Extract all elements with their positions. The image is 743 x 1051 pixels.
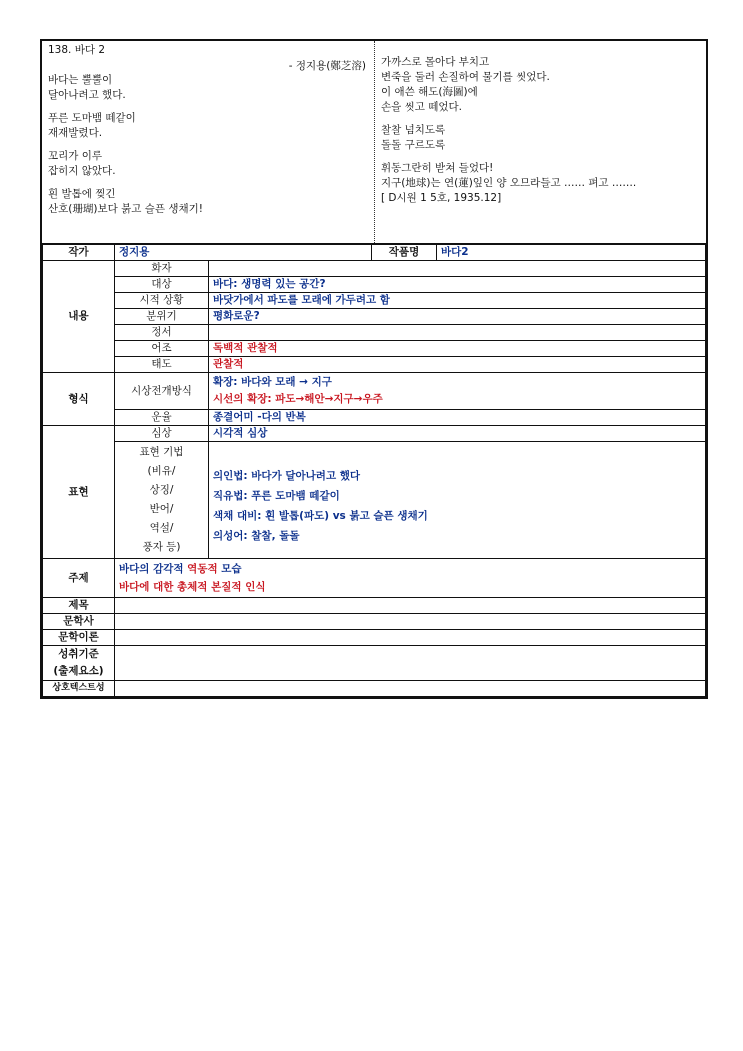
table-row bbox=[43, 341, 706, 357]
poem-line: 푸른 도마뱀 떼같이 bbox=[48, 112, 136, 124]
intertext-value bbox=[115, 681, 706, 697]
poem-line: 달아나려고 했다. bbox=[48, 89, 126, 101]
poem-author-credit: - 정지용(鄭芝溶) bbox=[288, 60, 366, 72]
table-row bbox=[43, 614, 706, 630]
poem-stanza bbox=[381, 123, 700, 153]
poem-stanza bbox=[48, 73, 368, 103]
history-value bbox=[115, 614, 706, 630]
tone-label: 어조 bbox=[115, 341, 209, 357]
technique-value: 색채 대비: 흰 발톱(파도) vs 붉고 슬픈 생채기 bbox=[213, 510, 428, 522]
worksheet bbox=[40, 39, 708, 699]
technique-values bbox=[209, 442, 706, 559]
table-row bbox=[43, 261, 706, 277]
attitude-label: 태도 bbox=[115, 357, 209, 373]
tone-value: 독백적 관찰적 bbox=[209, 341, 706, 357]
imagery-value: 시각적 심상 bbox=[209, 426, 706, 442]
poem-line: 가까스로 몰아다 부치고 bbox=[381, 56, 490, 68]
poem-stanza bbox=[48, 111, 368, 141]
poem-right-column bbox=[375, 41, 706, 243]
expression-label: 표현 bbox=[43, 426, 115, 559]
standard-value bbox=[115, 646, 706, 681]
table-row bbox=[43, 630, 706, 646]
table-row bbox=[43, 357, 706, 373]
poem-block bbox=[42, 41, 706, 244]
work-value: 바다2 bbox=[437, 245, 706, 261]
poem-number-title: 138. 바다 2 bbox=[48, 44, 106, 56]
poem-line: 손을 씻고 떼었다. bbox=[381, 101, 463, 113]
theme-line-1-b: 역동적 bbox=[187, 563, 218, 575]
technique-label-line: 풍자 등) bbox=[142, 541, 181, 553]
technique-label bbox=[115, 442, 209, 559]
development-value-1: 확장: 바다와 모래 → 지구 bbox=[213, 376, 332, 388]
theme-line-1-a: 바다의 감각적 bbox=[119, 563, 188, 575]
rhyme-label: 운율 bbox=[115, 410, 209, 426]
table-row bbox=[43, 309, 706, 325]
table-row bbox=[43, 277, 706, 293]
poem-line: 잡히지 않았다. bbox=[48, 165, 116, 177]
table-row bbox=[43, 442, 706, 559]
history-label: 문학사 bbox=[43, 614, 115, 630]
poem-line: 재재발렸다. bbox=[48, 127, 103, 139]
situation-value: 바닷가에서 파도를 모래에 가두려고 함 bbox=[209, 293, 706, 309]
imagery-label: 심상 bbox=[115, 426, 209, 442]
poem-line: 찰찰 넘치도록 bbox=[381, 124, 446, 136]
poem-line: 변죽을 둘러 손질하여 물기를 씻었다. bbox=[381, 71, 550, 83]
table-row bbox=[43, 325, 706, 341]
theme-cell bbox=[115, 559, 706, 598]
attitude-value: 관찰적 bbox=[209, 357, 706, 373]
speaker-value bbox=[209, 261, 706, 277]
poem-line: 돌돌 구르도록 bbox=[381, 139, 446, 151]
form-label: 형식 bbox=[43, 373, 115, 426]
work-label: 작품명 bbox=[372, 245, 437, 261]
intertext-label: 상호텍스트성 bbox=[43, 681, 115, 697]
theme-line-1-c: 모습 bbox=[217, 563, 242, 575]
poem-stanza bbox=[48, 149, 368, 179]
poem-line: 꼬리가 이루 bbox=[48, 150, 103, 162]
technique-value: 직유법: 푸른 도마뱀 떼같이 bbox=[213, 490, 340, 502]
object-value: 바다: 생명력 있는 공간? bbox=[209, 277, 706, 293]
object-label: 대상 bbox=[115, 277, 209, 293]
table-row bbox=[43, 598, 706, 614]
technique-label-line: 반어/ bbox=[149, 503, 174, 515]
table-row bbox=[43, 559, 706, 598]
poem-stanza bbox=[381, 55, 700, 115]
poem-stanza bbox=[48, 187, 368, 217]
rhyme-value: 종결어미 -다의 반복 bbox=[209, 410, 706, 426]
title-value bbox=[115, 598, 706, 614]
analysis-table bbox=[42, 244, 706, 697]
technique-label-line: 상징/ bbox=[149, 484, 174, 496]
standard-label bbox=[43, 646, 115, 681]
technique-label-line: (비유/ bbox=[147, 465, 176, 477]
poem-stanza bbox=[381, 161, 700, 206]
mood-label: 분위기 bbox=[115, 309, 209, 325]
poem-line: 바다는 뿔뿔이 bbox=[48, 74, 113, 86]
speaker-label: 화자 bbox=[115, 261, 209, 277]
author-value: 정지용 bbox=[115, 245, 372, 261]
emotion-value bbox=[209, 325, 706, 341]
poem-line: 이 애쓴 해도(海圖)에 bbox=[381, 86, 478, 98]
technique-label-line: 표현 기법 bbox=[139, 446, 184, 458]
situation-label: 시적 상황 bbox=[115, 293, 209, 309]
poem-line: 휘동그란히 받쳐 들었다! bbox=[381, 162, 494, 174]
standard-label-line: 성취기준 bbox=[58, 648, 99, 660]
content-label: 내용 bbox=[43, 261, 115, 373]
theme-line-1 bbox=[119, 560, 701, 578]
emotion-label: 정서 bbox=[115, 325, 209, 341]
theme-label: 주제 bbox=[43, 559, 115, 598]
standard-label-line: (출제요소) bbox=[53, 665, 104, 677]
table-row bbox=[43, 293, 706, 309]
mood-value: 평화로운? bbox=[209, 309, 706, 325]
table-row bbox=[43, 373, 706, 410]
poem-line: 산호(珊瑚)보다 붉고 슬픈 생채기! bbox=[48, 203, 203, 215]
development-value-2: 시선의 확장: 파도→해안→지구→우주 bbox=[213, 393, 383, 405]
table-row bbox=[43, 410, 706, 426]
table-row bbox=[43, 646, 706, 681]
title-label: 제목 bbox=[43, 598, 115, 614]
poem-source: [ D시원 1 5호, 1935.12] bbox=[381, 192, 502, 204]
poem-line: 지구(地球)는 연(蓮)잎인 양 오므라들고 …… 펴고 ……. bbox=[381, 177, 637, 189]
development-label: 시상전개방식 bbox=[115, 373, 209, 410]
poem-left-column bbox=[42, 41, 375, 243]
technique-label-line: 역설/ bbox=[149, 522, 174, 534]
table-row bbox=[43, 426, 706, 442]
poem-line: 흰 발톱에 찢긴 bbox=[48, 188, 116, 200]
technique-value: 의인법: 바다가 달아나려고 했다 bbox=[213, 470, 361, 482]
table-row bbox=[43, 681, 706, 697]
author-label: 작가 bbox=[43, 245, 115, 261]
theme-line-2: 바다에 대한 총체적 본질적 인식 bbox=[119, 581, 266, 593]
technique-value: 의성어: 찰찰, 돌돌 bbox=[213, 530, 300, 542]
theory-value bbox=[115, 630, 706, 646]
theory-label: 문학이론 bbox=[43, 630, 115, 646]
development-cell bbox=[209, 373, 706, 410]
author-row bbox=[43, 245, 706, 261]
